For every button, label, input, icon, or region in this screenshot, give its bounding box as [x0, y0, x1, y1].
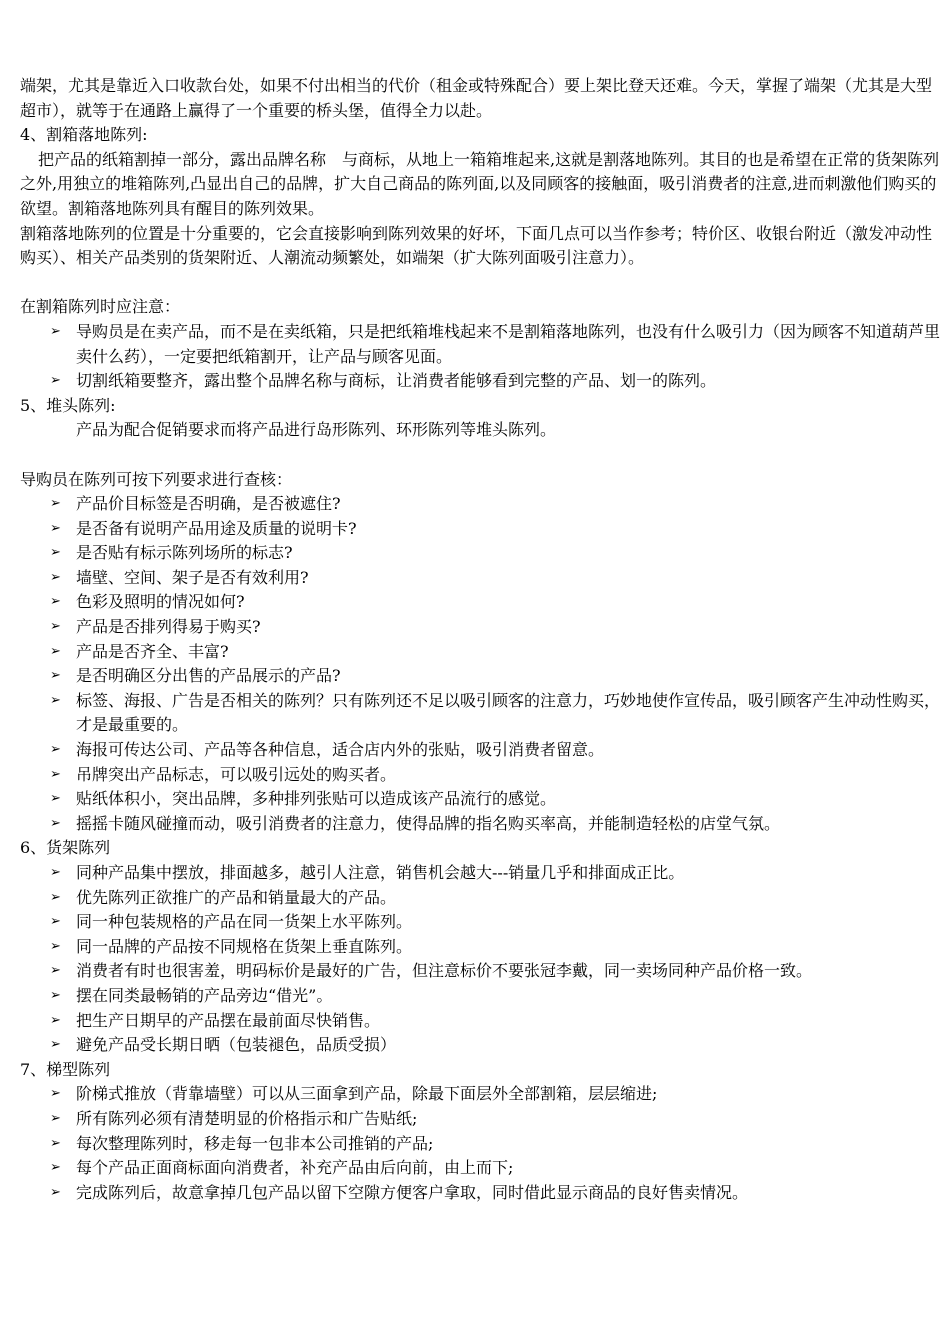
list-item — [20, 1181, 942, 1206]
arrow-bullet-icon: ➢ — [50, 987, 61, 1003]
list-item-text: 摇摇卡随风碰撞而动，吸引消费者的注意力，使得品牌的指名购买率高，并能制造轻松的店堂气氛。 — [76, 813, 781, 833]
list-item-text: 同种产品集中摆放，排面越多，越引人注意，销售机会越大---销量几乎和排面成正比。 — [76, 863, 685, 882]
arrow-bullet-icon: ➢ — [50, 643, 61, 659]
arrow-bullet-icon: ➢ — [50, 1160, 61, 1176]
list-item-text: 避免产品受长期日晒（包装褪色，品质受损） — [76, 1035, 397, 1055]
arrow-bullet-icon: ➢ — [50, 815, 61, 831]
arrow-bullet-icon: ➢ — [50, 889, 61, 905]
list-item — [20, 886, 942, 911]
arrow-bullet-icon: ➢ — [50, 323, 61, 339]
arrow-bullet-icon: ➢ — [50, 914, 61, 930]
arrow-bullet-icon: ➢ — [50, 1086, 61, 1102]
list-item — [20, 1156, 942, 1181]
arrow-bullet-icon: ➢ — [50, 1012, 61, 1028]
list-item — [20, 763, 942, 788]
list-item-text: 同一品牌的产品按不同规格在货架上垂直陈列。 — [76, 936, 413, 956]
arrow-bullet-icon: ➢ — [50, 938, 61, 954]
section-heading-7: 7、梯型陈列 — [20, 1059, 111, 1079]
blank-line — [20, 271, 942, 296]
list-item-text: 每次整理陈列时，移走每一包非本公司推销的产品; — [76, 1133, 434, 1153]
list-item — [20, 492, 942, 517]
list-item-text: 优先陈列正欲推广的产品和销量最大的产品。 — [76, 887, 397, 907]
arrow-bullet-icon: ➢ — [50, 520, 61, 536]
list-item — [20, 910, 942, 935]
paragraph-stack-display: 产品为配合促销要求而将产品进行岛形陈列、环形陈列等堆头陈列。 — [76, 420, 557, 440]
list-item — [20, 1009, 942, 1034]
arrow-bullet-icon: ➢ — [50, 742, 61, 758]
paragraph-cut-box-intro: 把产品的纸箱割掉一部分，露出品牌名称 与商标，从地上一箱箱堆起来,这就是割落地陈列。其目的也是希望在正常的货架陈列之外,用独立的堆箱陈列,凸显出自己的品牌，扩大自己商品的陈列面,以及同顾客的接触面，吸引消费者的注意,进而刺激他们购买的欲望。割箱落地陈列具有醒目的陈列效果。 — [20, 149, 940, 218]
list-item-text: 完成陈列后，故意拿掉几包产品以留下空隙方便客户拿取，同时借此显示商品的良好售卖情况。 — [76, 1182, 749, 1202]
bullet-list-check — [20, 492, 942, 836]
arrow-bullet-icon: ➢ — [50, 373, 61, 389]
list-item — [20, 689, 942, 738]
list-item — [20, 1082, 942, 1107]
list-item — [20, 566, 942, 591]
list-item — [20, 369, 942, 394]
list-item-text: 摆在同类最畅销的产品旁边“借光”。 — [76, 985, 333, 1005]
bullet-list-shelf — [20, 861, 942, 1058]
list-item-text: 所有陈列必须有清楚明显的价格指示和广告贴纸; — [76, 1108, 418, 1128]
list-item — [20, 541, 942, 566]
arrow-bullet-icon: ➢ — [50, 668, 61, 684]
list-item-text: 是否贴有标示陈列场所的标志? — [76, 543, 293, 563]
section-heading-5: 5、堆头陈列: — [20, 395, 116, 415]
arrow-bullet-icon: ➢ — [50, 692, 61, 708]
arrow-bullet-icon: ➢ — [50, 594, 61, 610]
list-item — [20, 959, 942, 984]
paragraph-cut-box-notes-title: 在割箱陈列时应注意： — [20, 297, 181, 317]
list-item-text: 每个产品正面商标面向消费者，补充产品由后向前，由上而下; — [76, 1158, 514, 1178]
list-item — [20, 320, 942, 369]
list-item-text: 贴纸体积小，突出品牌，多种排列张贴可以造成该产品流行的感觉。 — [76, 789, 557, 809]
list-item-text: 标签、海报、广告是否相关的陈列？只有陈列还不足以吸引顾客的注意力，巧妙地使作宣传品，吸引顾客产生冲动性购买，才是最重要的。 — [76, 690, 941, 735]
list-item — [20, 517, 942, 542]
list-item-text: 是否明确区分出售的产品展示的产品? — [76, 666, 341, 686]
paragraph-cut-box-position: 割箱落地陈列的位置是十分重要的，它会直接影响到陈列效果的好坏，下面几点可以当作参考；特价区、收银台附近（激发冲动性购买）、相关产品类别的货架附近、人潮流动频繁处，如端架（扩大陈列面吸引注意力）。 — [20, 223, 933, 268]
arrow-bullet-icon: ➢ — [50, 1110, 61, 1126]
list-item — [20, 935, 942, 960]
bullet-list-cut-box — [20, 320, 942, 394]
list-item — [20, 861, 942, 886]
list-item-text: 吊牌突出产品标志，可以吸引远处的购买者。 — [76, 764, 397, 784]
list-item-text: 产品是否齐全、丰富? — [76, 641, 229, 661]
arrow-bullet-icon: ➢ — [50, 766, 61, 782]
arrow-bullet-icon: ➢ — [50, 569, 61, 585]
list-item-text: 是否备有说明产品用途及质量的说明卡? — [76, 518, 357, 538]
list-item — [20, 1132, 942, 1157]
list-item — [20, 738, 942, 763]
blank-line — [20, 443, 942, 468]
bullet-list-ladder — [20, 1082, 942, 1205]
list-item — [20, 1033, 942, 1058]
arrow-bullet-icon: ➢ — [50, 1037, 61, 1053]
arrow-bullet-icon: ➢ — [50, 1184, 61, 1200]
list-item-text: 海报可传达公司、产品等各种信息，适合店内外的张贴，吸引消费者留意。 — [76, 740, 605, 760]
paragraph-endcap: 端架，尤其是靠近入口收款台处，如果不付出相当的代价（租金或特殊配合）要上架比登天还难。今天，掌握了端架（尤其是大型超市），就等于在通路上赢得了一个重要的桥头堡，值得全力以赴。 — [20, 76, 933, 120]
list-item — [20, 615, 942, 640]
list-item-text: 阶梯式推放（背靠墙壁）可以从三面拿到产品，除最下面层外全部割箱，层层缩进; — [76, 1084, 658, 1104]
document-body — [20, 74, 942, 1205]
arrow-bullet-icon: ➢ — [50, 496, 61, 512]
list-item-text: 同一种包装规格的产品在同一货架上水平陈列。 — [76, 912, 413, 932]
list-item-text: 产品价目标签是否明确，是否被遮住? — [76, 494, 341, 514]
list-item — [20, 664, 942, 689]
arrow-bullet-icon: ➢ — [50, 865, 61, 880]
arrow-bullet-icon: ➢ — [50, 1135, 61, 1151]
list-item-text: 导购员是在卖产品，而不是在卖纸箱，只是把纸箱堆栈起来不是割箱落地陈列，也没有什么吸引力（因为顾客不知道葫芦里卖什么药），一定要把纸箱割开，让产品与顾客见面。 — [76, 321, 941, 366]
list-item-text: 色彩及照明的情况如何? — [76, 592, 245, 612]
list-item — [20, 787, 942, 812]
list-item-text: 产品是否排列得易于购买? — [76, 617, 261, 637]
list-item — [20, 984, 942, 1009]
arrow-bullet-icon: ➢ — [50, 963, 61, 979]
list-item-text: 消费者有时也很害羞，明码标价是最好的广告，但注意标价不要张冠李戴，同一卖场同种产品价格一致。 — [76, 961, 813, 981]
arrow-bullet-icon: ➢ — [50, 545, 61, 561]
section-heading-4: 4、割箱落地陈列: — [20, 125, 148, 145]
arrow-bullet-icon: ➢ — [50, 619, 61, 635]
list-item-text: 切割纸箱要整齐，露出整个品牌名称与商标，让消费者能够看到完整的产品、划一的陈列。 — [76, 371, 717, 391]
list-item — [20, 812, 942, 837]
arrow-bullet-icon: ➢ — [50, 791, 61, 807]
list-item — [20, 640, 942, 665]
list-item — [20, 590, 942, 615]
paragraph-check-title: 导购员在陈列可按下列要求进行查核： — [20, 469, 293, 489]
list-item-text: 墙壁、空间、架子是否有效利用? — [76, 567, 309, 587]
list-item-text: 把生产日期早的产品摆在最前面尽快销售。 — [76, 1010, 381, 1030]
list-item — [20, 1107, 942, 1132]
section-heading-6: 6、货架陈列 — [20, 838, 111, 858]
